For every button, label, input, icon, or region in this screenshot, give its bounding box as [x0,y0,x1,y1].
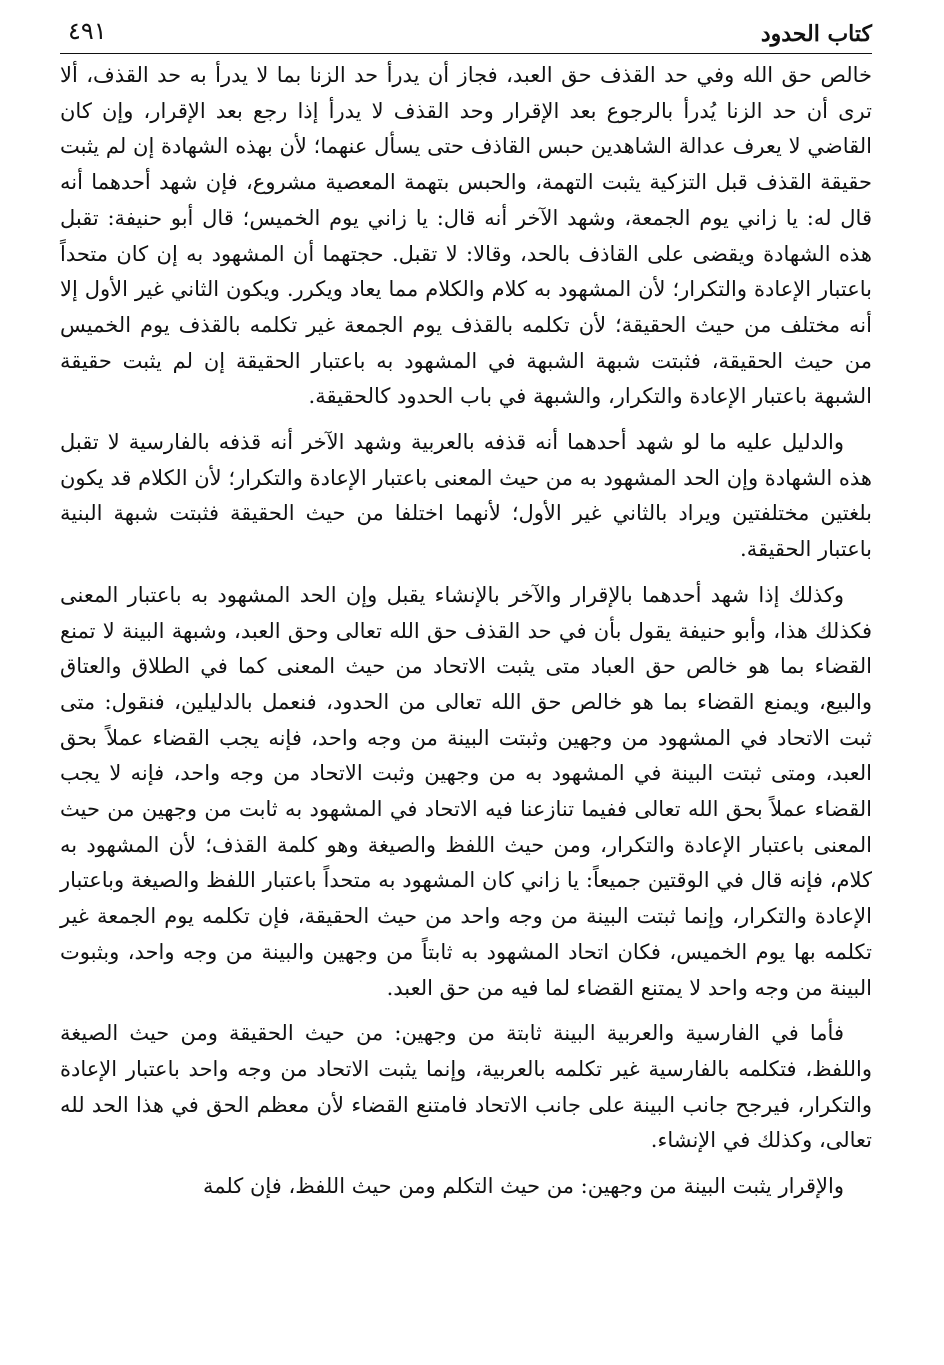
paragraph: خالص حق الله وفي حد القذف حق العبد، فجاز أن يدرأ حد الزنا بما لا يدرأ به حد القذف، ألا ترى أن حد الزنا يُدرأ بالرجوع بعد الإقرار وحد القذف لا يدرأ إذا رجع بعد الإقرار، وإن كان القاضي لا يعرف عدالة الشاهدين حبس القاذف حتى يسأل عنهما؛ لأن بهذه الشهادة إن لم يثبت حقيقة القذف قبل التزكية يثبت التهمة، والحبس بتهمة المعصية مشروع، فإن شهد أحدهما أنه قال له: يا زاني يوم الجمعة، وشهد الآخر أنه قال: يا زاني يوم الخميس؛ قال أبو حنيفة: تقبل هذه الشهادة ويقضى على القاذف بالحد، وقالا: لا تقبل. حجتهما أن المشهود به إن كان متحداً باعتبار الإعادة والتكرار؛ لأن المشهود به كلام والكلام مما يعاد ويكرر. ويكون الثاني غير الأول إلا أنه مختلف من حيث الحقيقة؛ لأن تكلمه بالقذف يوم الجمعة غير تكلمه بالقذف يوم الخميس من حيث الحقيقة، فثبتت شبهة الشبهة في المشهود به باعتبار الحقيقة إن لم يثبت حقيقة الشبهة باعتبار الإعادة والتكرار، والشبهة في باب الحدود كالحقيقة. [60,63,872,409]
chapter-title: كتاب الحدود [760,21,872,47]
body-text [60,58,872,1205]
paragraph: وكذلك إذا شهد أحدهما بالإقرار والآخر بالإنشاء يقبل وإن الحد المشهود به باعتبار المعنى فكذلك هذا، وأبو حنيفة يقول بأن في حد القذف حق الله تعالى وحق العبد، وشبهة البينة لا تمنع القضاء بما هو خالص حق العباد متى يثبت الاتحاد من حيث المعنى كما في الطلاق والعتاق والبيع، ويمنع القضاء بما هو خالص حق الله تعالى من الحدود، فنعمل بالدليلين، فنقول: متى ثبت الاتحاد في المشهود من وجهين وثبتت البينة من وجه واحد، فإنه يجب القضاء عملاً بحق العبد، ومتى ثبتت البينة في المشهود به من وجهين وثبت الاتحاد من وجه واحد، فإنه لا يجب القضاء عملاً بحق الله تعالى ففيما تنازعنا فيه الاتحاد في المشهود به ثابت من وجهين من حيث المعنى باعتبار الإعادة والتكرار، ومن حيث اللفظ والصيغة وهو كلمة القذف؛ لأن المشهود به كلام، فإنه قال في الوقتين جميعاً: يا زاني كان المشهود به متحداً باعتبار اللفظ والصيغة وباعتبار الإعادة والتكرار، وإنما ثبتت البينة من وجه واحد من حيث الحقيقة، فإن تكلمه يوم الجمعة غير تكلمه بها يوم الخميس، فكان اتحاد المشهود به ثابتاً من وجهين والبينة من وجه واحد، وبثبوت البينة من وجه واحد لا يمتنع القضاء لما فيه من حق العبد. [60,582,872,1000]
paragraph: والإقرار يثبت البينة من وجهين: من حيث التكلم ومن حيث اللفظ، فإن كلمة [202,1174,844,1199]
page-number: ٤٩١ [68,17,107,45]
running-header [60,14,872,54]
paragraph: والدليل عليه ما لو شهد أحدهما أنه قذفه بالعربية وشهد الآخر أنه قذفه بالفارسية لا تقبل هذه الشهادة وإن الحد المشهود به من حيث المعنى باعتبار الإعادة والتكرار؛ لأن الكلام قد يكون بلغتين مختلفتين ويراد بالثاني غير الأول؛ لأنهما اختلفا من حيث الحقيقة فثبتت شبهة البنية باعتبار الحقيقة. [60,430,872,562]
paragraph: فأما في الفارسية والعربية البينة ثابتة من وجهين: من حيث الحقيقة ومن حيث الصيغة واللفظ، فتكلمه بالفارسية غير تكلمه بالعربية، وإنما يثبت الاتحاد من وجه واحد باعتبار الإعادة والتكرار، فيرجح جانب البينة على جانب الاتحاد فامتنع القضاء لأن معظم الحق في هذا الحد لله تعالى، وكذلك في الإنشاء. [60,1021,872,1153]
book-page [60,14,872,1349]
